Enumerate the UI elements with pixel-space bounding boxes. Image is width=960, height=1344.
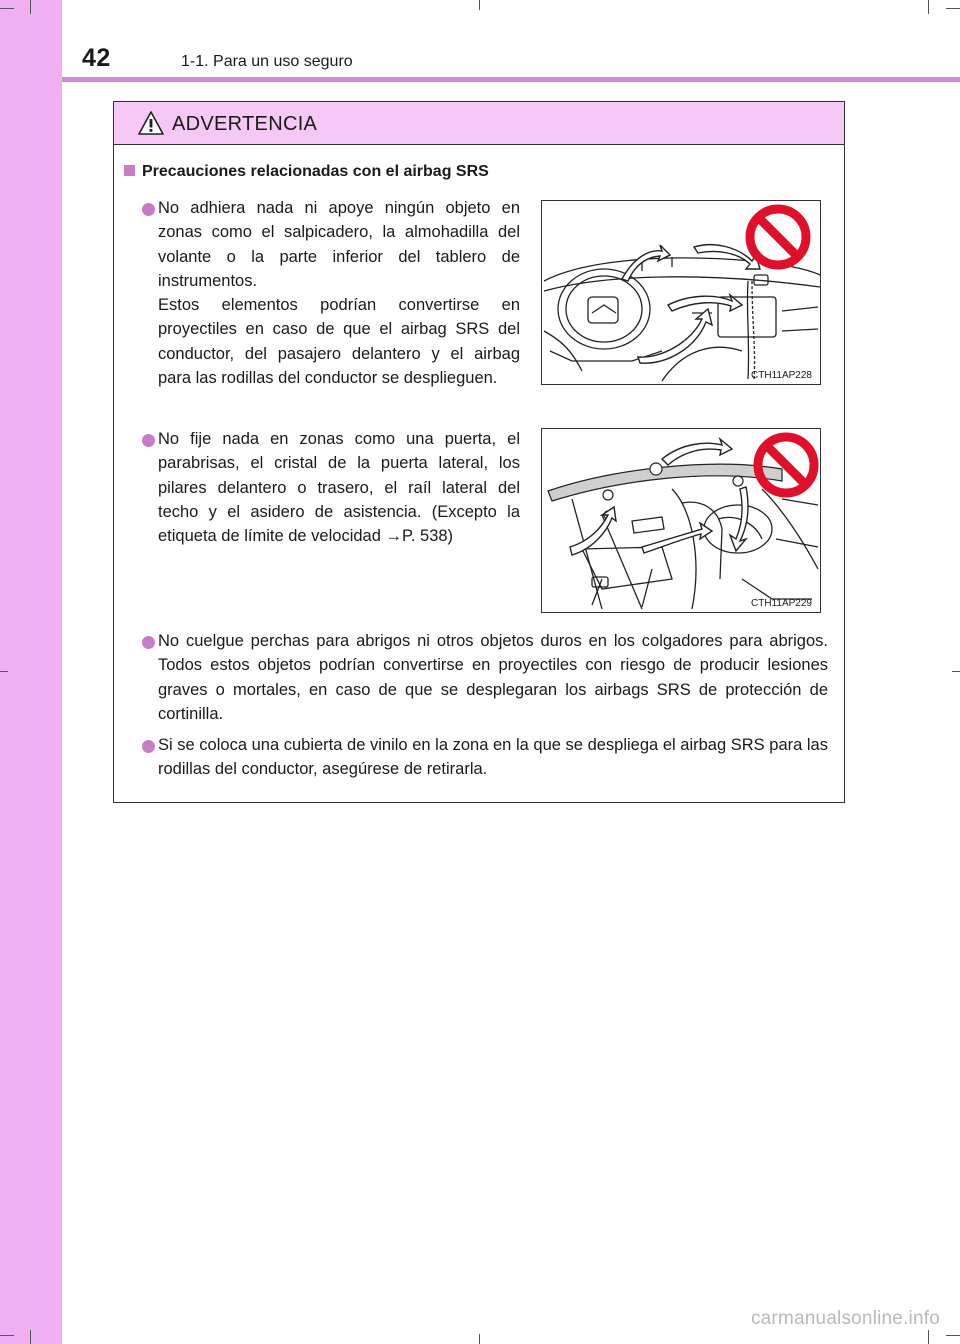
crop-mark bbox=[479, 0, 480, 10]
round-bullet-icon bbox=[142, 434, 155, 447]
crop-mark bbox=[0, 8, 14, 9]
warning-item-dashboard bbox=[158, 196, 520, 390]
item-paragraph: Si se coloca una cubierta de vinilo en la zona en la que se despliega el airbag SRS para las rodillas del conductor, asegúrese de retirarla. bbox=[158, 736, 828, 779]
chapter-title: 1-1. Para un uso seguro bbox=[181, 53, 353, 70]
warning-header bbox=[114, 102, 844, 145]
crop-mark bbox=[952, 671, 960, 672]
watermark: carmanualsonline.info bbox=[750, 1308, 940, 1329]
item-paragraph: No fije nada en zonas como una puerta, el parabrisas, el cristal de la puerta lateral, los pilares delantero o trasero, el raíl lateral del techo y el asidero de asistencia. (Excepto la etiqueta de límite de velocidad →P. 538) bbox=[158, 430, 520, 546]
round-bullet-icon bbox=[142, 636, 155, 649]
crop-mark bbox=[928, 1330, 929, 1344]
prohibition-icon bbox=[750, 209, 806, 265]
round-bullet-icon bbox=[142, 740, 155, 753]
warning-item-vinyl-cover bbox=[158, 733, 828, 782]
figure-cabin bbox=[541, 428, 821, 613]
crop-mark bbox=[30, 0, 31, 14]
crop-mark bbox=[0, 671, 8, 672]
section-heading bbox=[124, 163, 489, 181]
figure-code: CTH11AP229 bbox=[751, 598, 812, 609]
round-bullet-icon bbox=[142, 203, 155, 216]
warning-box bbox=[113, 101, 845, 803]
section-heading-text: Precauciones relacionadas con el airbag SRS bbox=[142, 163, 489, 180]
item-paragraph: No cuelgue perchas para abrigos ni otros objetos duros en los colgadores para abrigos. Todos estos objetos podrían convertirse en proyectiles con riesgo de producir lesiones graves o mortales, en caso de que se desplegaran los airbags SRS de protección de cortinilla. bbox=[158, 632, 828, 723]
crop-mark bbox=[928, 0, 929, 14]
item-paragraph: Estos elementos podrían convertirse en proyectiles en caso de que el airbag SRS del conductor, del pasajero delantero y el airbag para las rodillas del conductor se desplieguen. bbox=[158, 296, 520, 388]
crop-mark bbox=[479, 1334, 480, 1344]
warning-item-door-pillars bbox=[158, 427, 520, 548]
cabin-illustration bbox=[542, 429, 820, 612]
warning-triangle-icon bbox=[138, 111, 164, 135]
crop-mark bbox=[30, 1330, 31, 1344]
figure-code: CTH11AP228 bbox=[751, 370, 812, 381]
item-paragraph: No adhiera nada ni apoye ningún objeto en zonas como el salpicadero, la almohadilla del volante o la parte inferior del tablero de instrumentos. bbox=[158, 199, 520, 290]
square-bullet-icon bbox=[124, 165, 135, 176]
crop-mark bbox=[0, 1335, 14, 1336]
crop-mark bbox=[946, 8, 960, 9]
side-strip bbox=[0, 0, 62, 1344]
warning-item-coat-hooks bbox=[158, 629, 828, 726]
page-number: 42 bbox=[82, 44, 111, 72]
dashboard-illustration bbox=[542, 201, 820, 384]
crop-mark bbox=[946, 1335, 960, 1336]
warning-title: ADVERTENCIA bbox=[172, 113, 318, 135]
header-rule bbox=[62, 77, 960, 82]
prohibition-icon bbox=[758, 437, 814, 493]
figure-dashboard bbox=[541, 200, 821, 385]
